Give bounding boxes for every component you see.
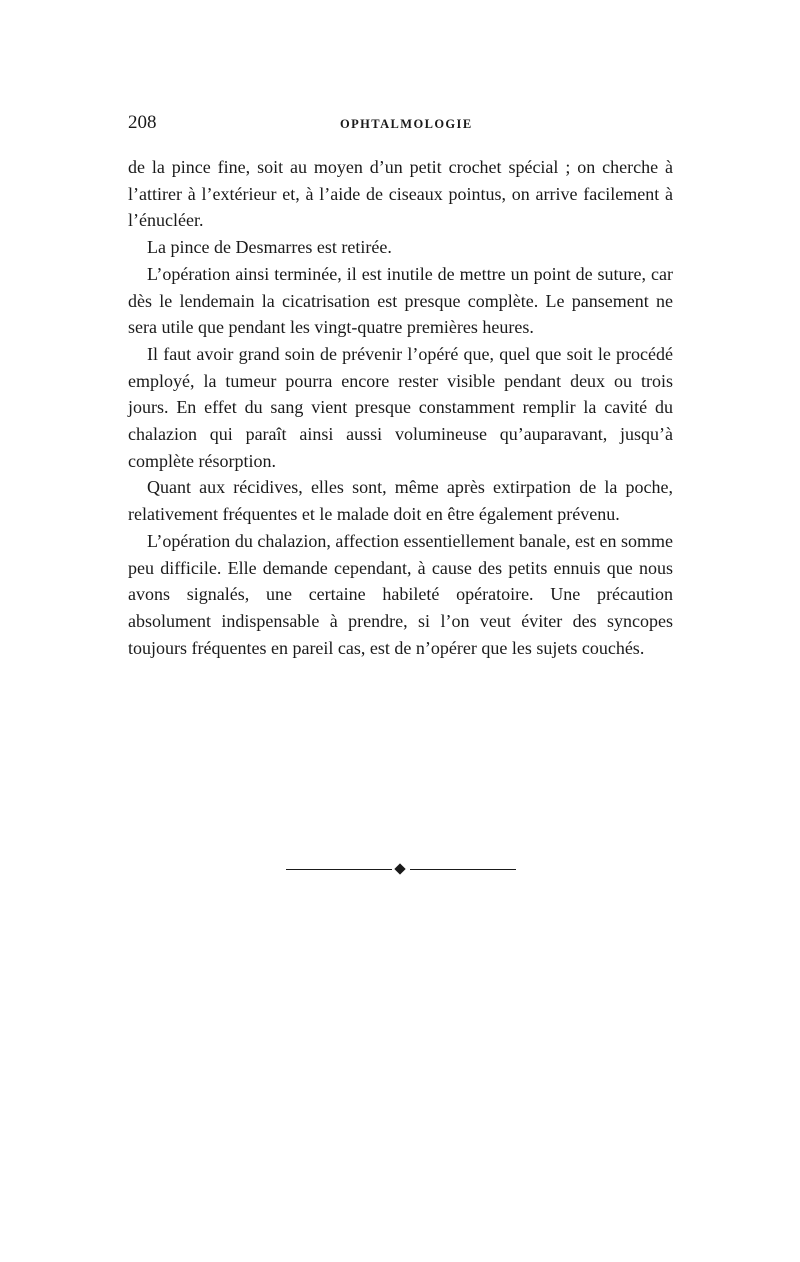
diamond-icon (394, 863, 405, 874)
paragraph: La pince de Desmarres est retirée. (147, 237, 392, 258)
page-header (128, 112, 673, 136)
page-number: 208 (128, 112, 157, 133)
ornament-rule-right (410, 869, 516, 870)
paragraph: L’opération du chalazion, affection essentiellement banale, est en somme peu difficile. Elle demande cependant, à cause des petits ennuis que nous avons signalés, une certaine habileté opératoire. Une précaution absolument indispensable à prendre, si l’on veut éviter des syncopes toujours fréquentes en pareil cas, est de n’opérer que les sujets couchés. (128, 530, 673, 658)
paragraph: Quant aux récidives, elles sont, même après extirpation de la poche, relativement fréquentes et le malade doit en être également prévenu. (128, 477, 673, 525)
ornament-rule-left (286, 869, 392, 870)
paragraph: L’opération ainsi terminée, il est inutile de mettre un point de suture, car dès le lendemain la cicatrisation est presque complète. Le pansement ne sera utile que pendant les vingt-quatre premières heures. (128, 263, 673, 338)
paragraph-continued: de la pince fine, soit au moyen d’un petit crochet spécial ; on cherche à l’attirer à l’extérieur et, à l’aide de ciseaux pointus, on arrive facilement à l’énucléer. (128, 157, 673, 231)
section-end-ornament (286, 860, 516, 880)
body-text (128, 154, 673, 661)
running-title: OPHTALMOLOGIE (340, 117, 473, 131)
paragraph: Il faut avoir grand soin de prévenir l’opéré que, quel que soit le procédé employé, la tumeur pourra encore rester visible pendant deux ou trois jours. En effet du sang vient presque constamment remplir la cavité du chalazion qui paraît ainsi aussi volumineuse qu’auparavant, jusqu’à complète résorption. (128, 343, 673, 471)
